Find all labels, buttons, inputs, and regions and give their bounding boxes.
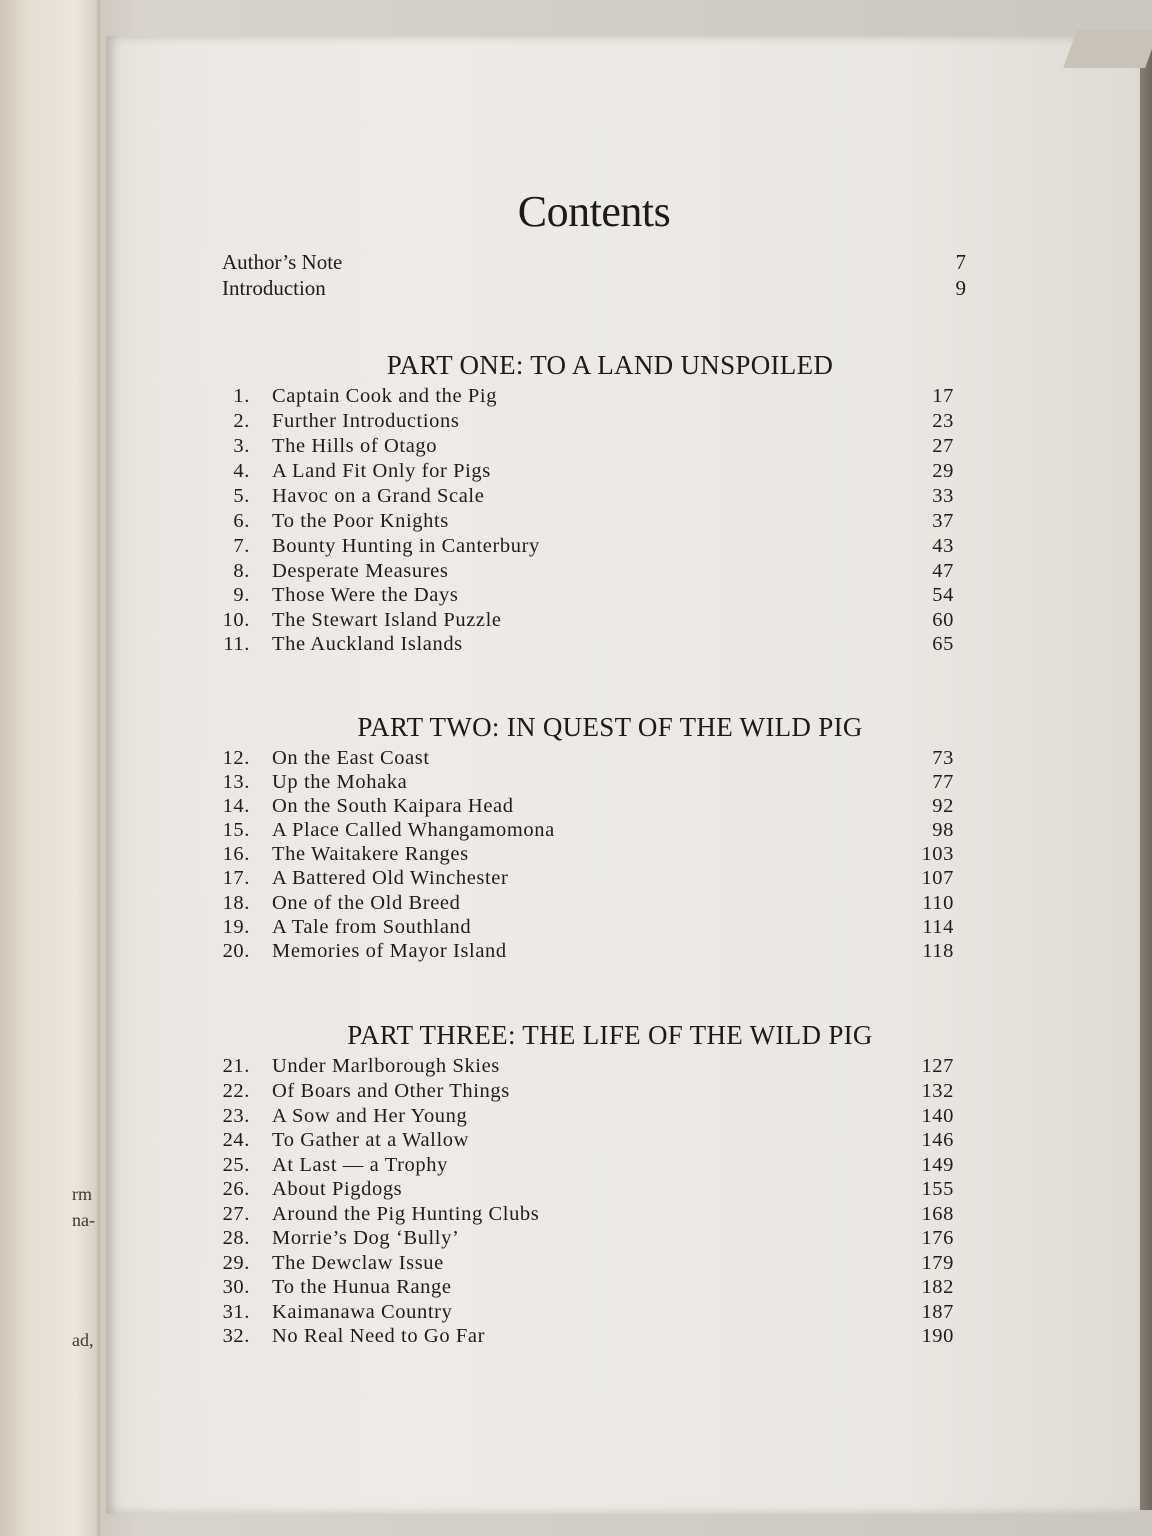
chapter-title: On the South Kaipara Head <box>272 795 514 817</box>
chapter-title: A Sow and Her Young <box>272 1105 468 1127</box>
chapter-title: Under Marlborough Skies <box>272 1055 500 1077</box>
chapter-page: 47 <box>932 560 954 582</box>
chapter-row <box>218 1105 954 1129</box>
chapter-title: The Waitakere Ranges <box>272 843 469 865</box>
chapter-row <box>218 1227 954 1251</box>
chapter-row <box>218 435 954 459</box>
chapter-page: 118 <box>922 940 954 962</box>
chapter-number: 16. <box>222 843 250 865</box>
front-matter-title: Author’s Note <box>222 250 343 274</box>
chapter-number: 7. <box>233 535 250 557</box>
chapter-number: 15. <box>222 819 250 841</box>
left-page-edge <box>0 0 100 1536</box>
chapter-number: 11. <box>223 633 250 655</box>
table-of-contents <box>106 36 1140 1514</box>
chapter-number: 9. <box>233 584 250 606</box>
chapter-page: 54 <box>932 584 954 606</box>
chapter-row <box>218 535 954 559</box>
left-page-text-fragment: rm <box>72 1184 92 1204</box>
chapter-title: At Last — a Trophy <box>272 1154 448 1176</box>
left-page-text-fragment: na- <box>72 1210 95 1230</box>
chapter-page: 107 <box>921 867 954 889</box>
chapter-page: 127 <box>921 1055 954 1077</box>
chapter-page: 17 <box>932 385 954 407</box>
chapter-number: 32. <box>222 1325 250 1347</box>
chapter-number: 26. <box>222 1178 250 1200</box>
chapter-number: 14. <box>222 795 250 817</box>
chapter-number: 21. <box>222 1055 250 1077</box>
chapter-row <box>218 916 954 940</box>
chapter-row <box>218 747 954 771</box>
chapter-title: A Battered Old Winchester <box>272 867 509 889</box>
chapter-title: Memories of Mayor Island <box>272 940 507 962</box>
chapter-row <box>218 867 954 891</box>
chapter-page: 155 <box>921 1178 954 1200</box>
chapter-page: 43 <box>932 535 954 557</box>
chapter-row <box>218 1301 954 1325</box>
chapter-page: 65 <box>932 633 954 655</box>
chapter-page: 73 <box>932 747 954 769</box>
chapter-page: 179 <box>921 1252 954 1274</box>
chapter-title: Bounty Hunting in Canterbury <box>272 535 540 557</box>
chapter-page: 190 <box>921 1325 954 1347</box>
chapter-page: 132 <box>921 1080 954 1102</box>
chapter-row <box>218 1325 954 1349</box>
page-title: Contents <box>517 187 671 236</box>
chapter-number: 10. <box>222 609 250 631</box>
chapter-title: Of Boars and Other Things <box>272 1080 510 1102</box>
chapter-row <box>218 940 954 964</box>
chapter-number: 28. <box>222 1227 250 1249</box>
chapter-title: One of the Old Breed <box>272 892 461 914</box>
chapter-page: 77 <box>932 771 954 793</box>
chapter-title: To the Hunua Range <box>272 1276 452 1298</box>
chapter-row <box>218 819 954 843</box>
chapter-number: 19. <box>222 916 250 938</box>
chapter-page: 146 <box>921 1129 954 1151</box>
chapter-row <box>218 843 954 867</box>
chapter-title: About Pigdogs <box>272 1178 403 1200</box>
chapter-number: 3. <box>233 435 250 457</box>
chapter-number: 18. <box>222 892 250 914</box>
chapter-title: A Land Fit Only for Pigs <box>272 460 491 482</box>
chapter-row <box>218 1252 954 1276</box>
chapter-page: 33 <box>932 485 954 507</box>
chapter-title: Those Were the Days <box>272 584 459 606</box>
chapter-row <box>218 892 954 916</box>
front-matter-page: 9 <box>955 276 966 300</box>
chapter-title: The Auckland Islands <box>272 633 463 655</box>
chapter-row <box>218 485 954 509</box>
chapter-number: 1. <box>233 385 250 407</box>
chapter-number: 25. <box>222 1154 250 1176</box>
chapter-title: A Place Called Whangamomona <box>272 819 555 841</box>
chapter-row <box>218 1129 954 1153</box>
chapter-page: 114 <box>922 916 954 938</box>
front-matter-page: 7 <box>955 250 966 274</box>
chapter-page: 149 <box>921 1154 954 1176</box>
chapter-page: 103 <box>921 843 954 865</box>
chapter-page: 29 <box>932 460 954 482</box>
chapter-page: 23 <box>932 410 954 432</box>
chapter-page: 98 <box>932 819 954 841</box>
left-page-text-fragment: ad, <box>72 1330 94 1350</box>
chapter-title: The Hills of Otago <box>272 435 438 457</box>
chapter-row <box>218 1203 954 1227</box>
chapter-page: 168 <box>921 1203 954 1225</box>
chapter-page: 27 <box>932 435 954 457</box>
chapter-page: 37 <box>932 510 954 532</box>
chapter-number: 17. <box>222 867 250 889</box>
chapter-number: 6. <box>233 510 250 532</box>
chapter-number: 20. <box>222 940 250 962</box>
chapter-title: The Stewart Island Puzzle <box>272 609 502 631</box>
chapter-page: 187 <box>921 1301 954 1323</box>
chapter-number: 8. <box>233 560 250 582</box>
chapter-title: No Real Need to Go Far <box>272 1325 486 1347</box>
chapter-number: 31. <box>222 1301 250 1323</box>
chapter-row <box>218 1055 954 1079</box>
chapter-title: A Tale from Southland <box>272 916 472 938</box>
chapter-number: 29. <box>222 1252 250 1274</box>
chapter-title: To Gather at a Wallow <box>272 1129 469 1151</box>
chapter-row <box>218 410 954 434</box>
part-heading: PART TWO: IN QUEST OF THE WILD PIG <box>357 712 863 742</box>
chapter-number: 13. <box>222 771 250 793</box>
chapter-row <box>218 584 954 608</box>
chapter-row <box>218 633 954 657</box>
chapter-title: To the Poor Knights <box>272 510 449 532</box>
chapter-number: 23. <box>222 1105 250 1127</box>
chapter-title: The Dewclaw Issue <box>272 1252 444 1274</box>
chapter-number: 24. <box>222 1129 250 1151</box>
chapter-row <box>218 560 954 584</box>
chapter-title: Further Introductions <box>272 410 460 432</box>
chapter-number: 5. <box>233 485 250 507</box>
chapter-row <box>218 1080 954 1104</box>
chapter-row <box>218 385 954 409</box>
chapter-page: 176 <box>921 1227 954 1249</box>
chapter-row <box>218 510 954 534</box>
chapter-page: 110 <box>922 892 954 914</box>
chapter-row <box>218 460 954 484</box>
chapter-title: Morrie’s Dog ‘Bully’ <box>272 1227 460 1249</box>
chapter-number: 22. <box>222 1080 250 1102</box>
part-heading: PART THREE: THE LIFE OF THE WILD PIG <box>347 1020 873 1050</box>
chapter-row <box>218 771 954 795</box>
chapter-title: On the East Coast <box>272 747 430 769</box>
chapter-number: 12. <box>222 747 250 769</box>
chapter-page: 92 <box>932 795 954 817</box>
chapter-title: Captain Cook and the Pig <box>272 385 498 407</box>
chapter-number: 4. <box>233 460 250 482</box>
chapter-page: 182 <box>921 1276 954 1298</box>
chapter-number: 30. <box>222 1276 250 1298</box>
chapter-title: Desperate Measures <box>272 560 449 582</box>
chapter-row <box>218 1154 954 1178</box>
chapter-number: 2. <box>233 410 250 432</box>
chapter-title: Up the Mohaka <box>272 771 408 793</box>
chapter-row <box>218 1178 954 1202</box>
part-heading: PART ONE: TO A LAND UNSPOILED <box>386 350 834 380</box>
chapter-row <box>218 1276 954 1300</box>
chapter-title: Kaimanawa Country <box>272 1301 453 1323</box>
chapter-row <box>218 609 954 633</box>
chapter-row <box>218 795 954 819</box>
chapter-number: 27. <box>222 1203 250 1225</box>
front-matter-title: Introduction <box>222 276 326 300</box>
chapter-title: Havoc on a Grand Scale <box>272 485 485 507</box>
chapter-title: Around the Pig Hunting Clubs <box>272 1203 540 1225</box>
chapter-page: 140 <box>921 1105 954 1127</box>
chapter-page: 60 <box>932 609 954 631</box>
